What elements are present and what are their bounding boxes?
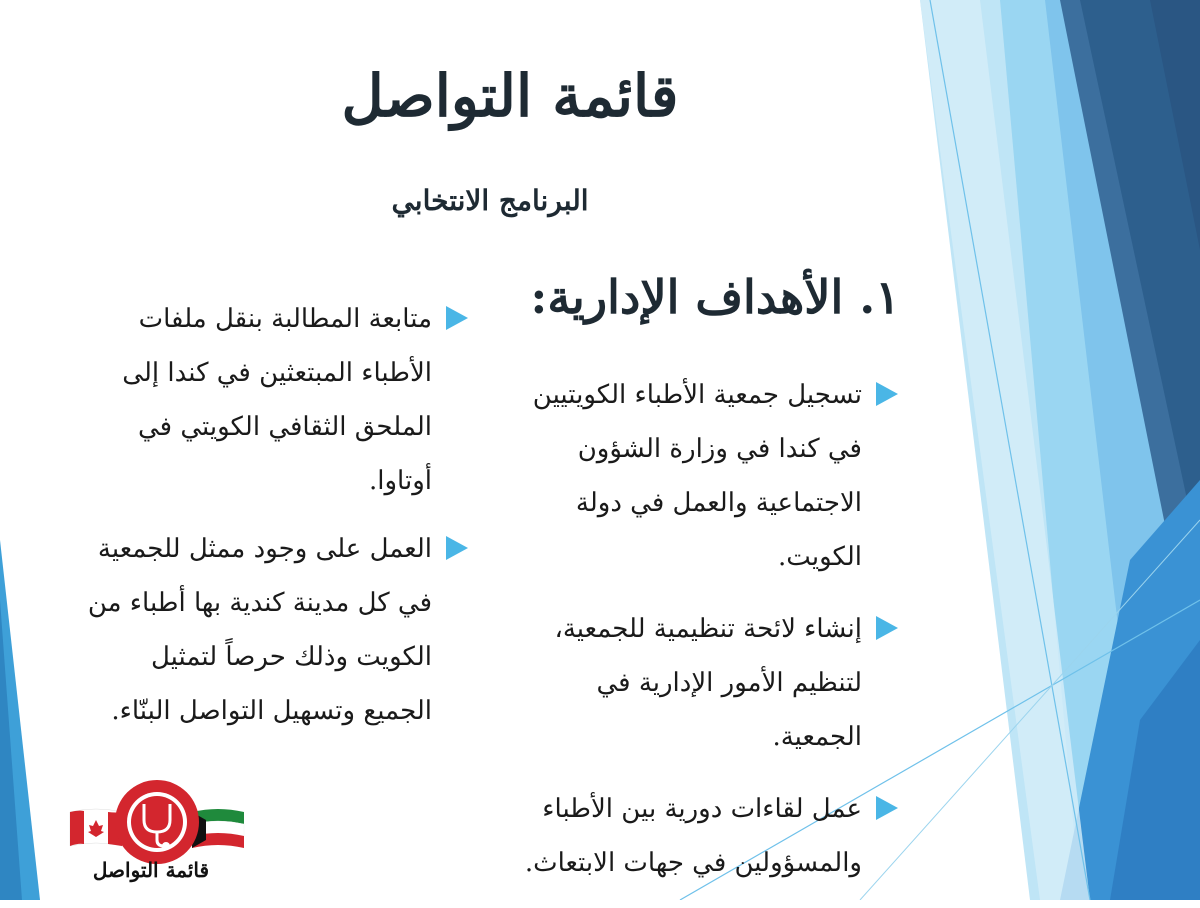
bullet-item <box>80 292 470 508</box>
bullet-item <box>500 782 900 890</box>
bullet-text: عمل لقاءات دورية بين الأطباء والمسؤولين في جهات الابتعاث. <box>524 794 862 878</box>
slide-subtitle: البرنامج الانتخابي <box>391 184 589 217</box>
triangle-bullet-icon <box>446 306 468 330</box>
triangle-bullet-icon <box>876 796 898 820</box>
triangle-bullet-icon <box>876 382 898 406</box>
slide-title: قائمة التواصل <box>341 62 679 130</box>
bullet-text: إنشاء لائحة تنظيمية للجمعية، لتنظيم الأمور الإدارية في الجمعية. <box>554 614 862 752</box>
section-heading: ١. الأهداف الإدارية: <box>530 270 900 324</box>
left-bullet-list <box>80 292 470 752</box>
bullet-text: العمل على وجود ممثل للجمعية في كل مدينة كندية بها أطباء من الكويت وذلك حرصاً لتمثيل الجميع وتسهيل التواصل البنّاء. <box>87 534 432 726</box>
right-bullet-list <box>500 368 900 908</box>
bullet-item <box>500 368 900 584</box>
bullet-item <box>80 522 470 738</box>
bullet-text: تسجيل جمعية الأطباء الكويتيين في كندا في وزارة الشؤون الاجتماعية والعمل في دولة الكويت. <box>532 380 862 572</box>
bullet-text: متابعة المطالبة بنقل ملفات الأطباء المبتعثين في كندا إلى الملحق الثقافي الكويتي في أوتاوا. <box>122 304 432 496</box>
triangle-bullet-icon <box>876 616 898 640</box>
bullet-item <box>500 602 900 764</box>
logo-caption: قائمة التواصل <box>92 858 210 882</box>
triangle-bullet-icon <box>446 536 468 560</box>
